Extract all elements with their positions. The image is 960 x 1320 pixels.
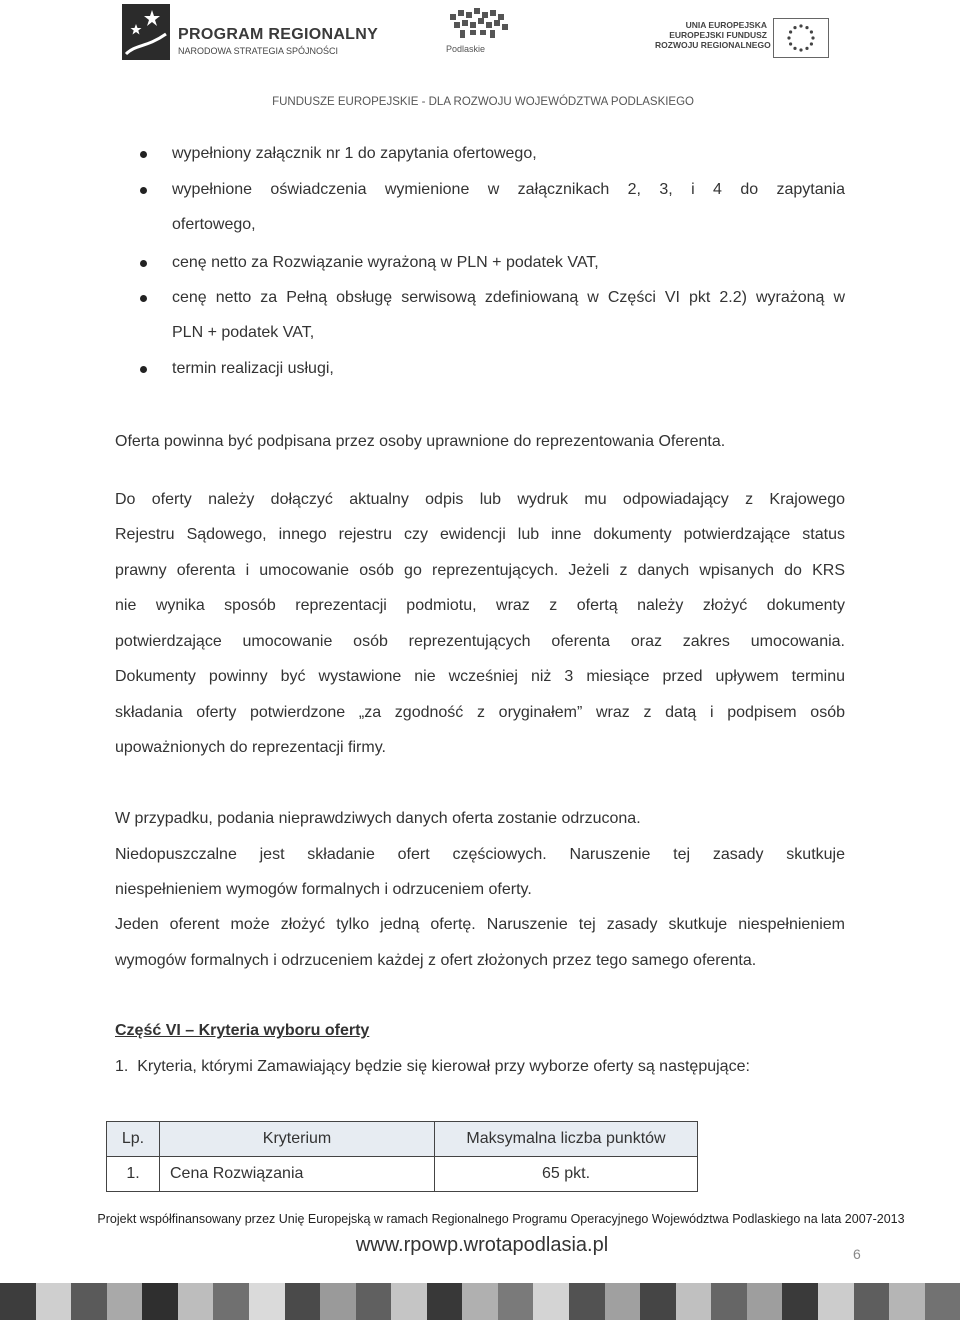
table-header-cell: Kryterium	[160, 1122, 435, 1157]
stripe	[818, 1283, 854, 1320]
program-subtitle: NARODOWA STRATEGIA SPÓJNOŚCI	[178, 46, 339, 56]
stripe	[391, 1283, 427, 1320]
decorative-stripes	[0, 1283, 960, 1320]
bullet-dot-icon	[140, 366, 147, 373]
paragraph-line: niespełnieniem wymogów formalnych i odrzuceniem oferty.	[115, 881, 532, 898]
criteria-table	[106, 1121, 698, 1192]
paragraph-line: składania oferty potwierdzone „za zgodność z oryginałem” wraz z datą i podpisem osób	[115, 704, 845, 721]
bullet-dot-icon	[140, 151, 147, 158]
stripe	[889, 1283, 925, 1320]
bullet-item: cenę netto za Pełną obsługę serwisową zdefiniowaną w Części VI pkt 2.2) wyrażoną w	[172, 289, 845, 306]
paragraph-line: Rejestru Sądowego, innego rejestru czy ewidencji lub inne dokumenty potwierdzające status	[115, 526, 845, 543]
bullet-dot-icon	[140, 295, 147, 302]
bullet-item: wypełnione oświadczenia wymienione w załącznikach 2, 3, i 4 do zapytania	[172, 181, 845, 198]
header-tagline: FUNDUSZE EUROPEJSKIE - DLA ROZWOJU WOJEWÓDZTWA PODLASKIEGO	[272, 96, 694, 108]
podlaskie-logo	[440, 6, 520, 56]
stripe	[925, 1283, 960, 1320]
ue-line-1: UNIA EUROPEJSKA	[685, 20, 767, 30]
ue-logo	[655, 14, 835, 64]
paragraph-line: Jeden oferent może złożyć tylko jedną ofertę. Naruszenie tej zasady skutkuje niespełnieniem	[115, 916, 845, 933]
stripe	[569, 1283, 605, 1320]
table-row	[107, 1157, 698, 1192]
stripe	[427, 1283, 463, 1320]
bullet-item: cenę netto za Rozwiązanie wyrażoną w PLN + podatek VAT,	[172, 254, 599, 271]
stripe	[605, 1283, 641, 1320]
footer-project-note: Projekt współfinansowany przez Unię Europejską w ramach Regionalnego Programu Operacyjnego Województwa Podlaskiego na lata 2007-2013	[97, 1212, 905, 1226]
page-header	[0, 0, 960, 112]
program-regionalny-logo	[120, 4, 379, 64]
stripe	[107, 1283, 143, 1320]
stripe	[533, 1283, 569, 1320]
table-cell: 65 pkt.	[435, 1157, 698, 1192]
star-logo-icon	[122, 4, 170, 60]
signature-note: Oferta powinna być podpisana przez osoby uprawnione do reprezentowania Oferenta.	[115, 433, 726, 450]
stripe	[854, 1283, 890, 1320]
stripe	[782, 1283, 818, 1320]
stripe	[213, 1283, 249, 1320]
paragraph-line: nie wynika sposób reprezentacji podmiotu, wraz z ofertą należy złożyć dokumenty	[115, 597, 845, 614]
paragraph-line: Dokumenty powinny być wystawione nie wcześniej niż 3 miesiące przed upływem terminu	[115, 668, 845, 685]
stripe	[462, 1283, 498, 1320]
stripe	[320, 1283, 356, 1320]
table-header-cell: Maksymalna liczba punktów	[435, 1122, 698, 1157]
podlaskie-label: Podlaskie	[446, 44, 486, 54]
section-heading: Część VI – Kryteria wyboru oferty	[115, 1022, 370, 1039]
stripe	[0, 1283, 36, 1320]
criteria-intro: 1. Kryteria, którymi Zamawiający będzie się kierował przy wyborze oferty są następujące:	[115, 1058, 750, 1075]
stripe	[249, 1283, 285, 1320]
ue-line-3: ROZWOJU REGIONALNEGO	[655, 40, 771, 50]
paragraph-line: Niedopuszczalne jest składanie ofert częściowych. Naruszenie tej zasady skutkuje	[115, 846, 845, 863]
bullet-item-continuation: ofertowego,	[172, 216, 256, 233]
footer-url: www.rpowp.wrotapodlasia.pl	[355, 1234, 609, 1256]
bullet-item: termin realizacji usługi,	[172, 360, 334, 377]
program-title: PROGRAM REGIONALNY	[178, 26, 379, 43]
paragraph-line: upoważnionych do reprezentacji firmy.	[115, 739, 386, 756]
stripe	[640, 1283, 676, 1320]
paragraph-line: potwierdzające umocowanie osób reprezentujących oferenta oraz zakres umocowania.	[115, 633, 845, 650]
bullet-item: wypełniony załącznik nr 1 do zapytania ofertowego,	[172, 145, 537, 162]
paragraph-line: Do oferty należy dołączyć aktualny odpis lub wydruk mu odpowiadający z Krajowego	[115, 491, 845, 508]
stripe	[676, 1283, 712, 1320]
rejection-note: W przypadku, podania nieprawdziwych danych oferta zostanie odrzucona.	[115, 810, 641, 827]
bullet-item-continuation: PLN + podatek VAT,	[172, 324, 315, 341]
stripe	[498, 1283, 534, 1320]
table-cell: 1.	[107, 1157, 160, 1192]
stripe	[285, 1283, 321, 1320]
table-header-row	[107, 1122, 698, 1157]
stripe	[36, 1283, 72, 1320]
stripe	[71, 1283, 107, 1320]
paragraph-line: prawny oferenta i umocowanie osób go reprezentujących. Jeżeli z danych wpisanych do KRS	[115, 562, 845, 579]
eu-flag-icon	[773, 18, 829, 58]
stripe	[142, 1283, 178, 1320]
bullet-dot-icon	[140, 187, 147, 194]
stripe	[356, 1283, 392, 1320]
paragraph-line: wymogów formalnych i odrzuceniem każdej z ofert złożonych przez tego samego oferenta.	[115, 952, 757, 969]
bison-icon	[440, 6, 520, 46]
stripe	[711, 1283, 747, 1320]
table-header-cell: Lp.	[107, 1122, 160, 1157]
stripe	[747, 1283, 783, 1320]
ue-line-2: EUROPEJSKI FUNDUSZ	[669, 30, 767, 40]
page-number: 6	[853, 1246, 861, 1262]
bullet-dot-icon	[140, 260, 147, 267]
table-cell: Cena Rozwiązania	[160, 1157, 435, 1192]
stripe	[178, 1283, 214, 1320]
